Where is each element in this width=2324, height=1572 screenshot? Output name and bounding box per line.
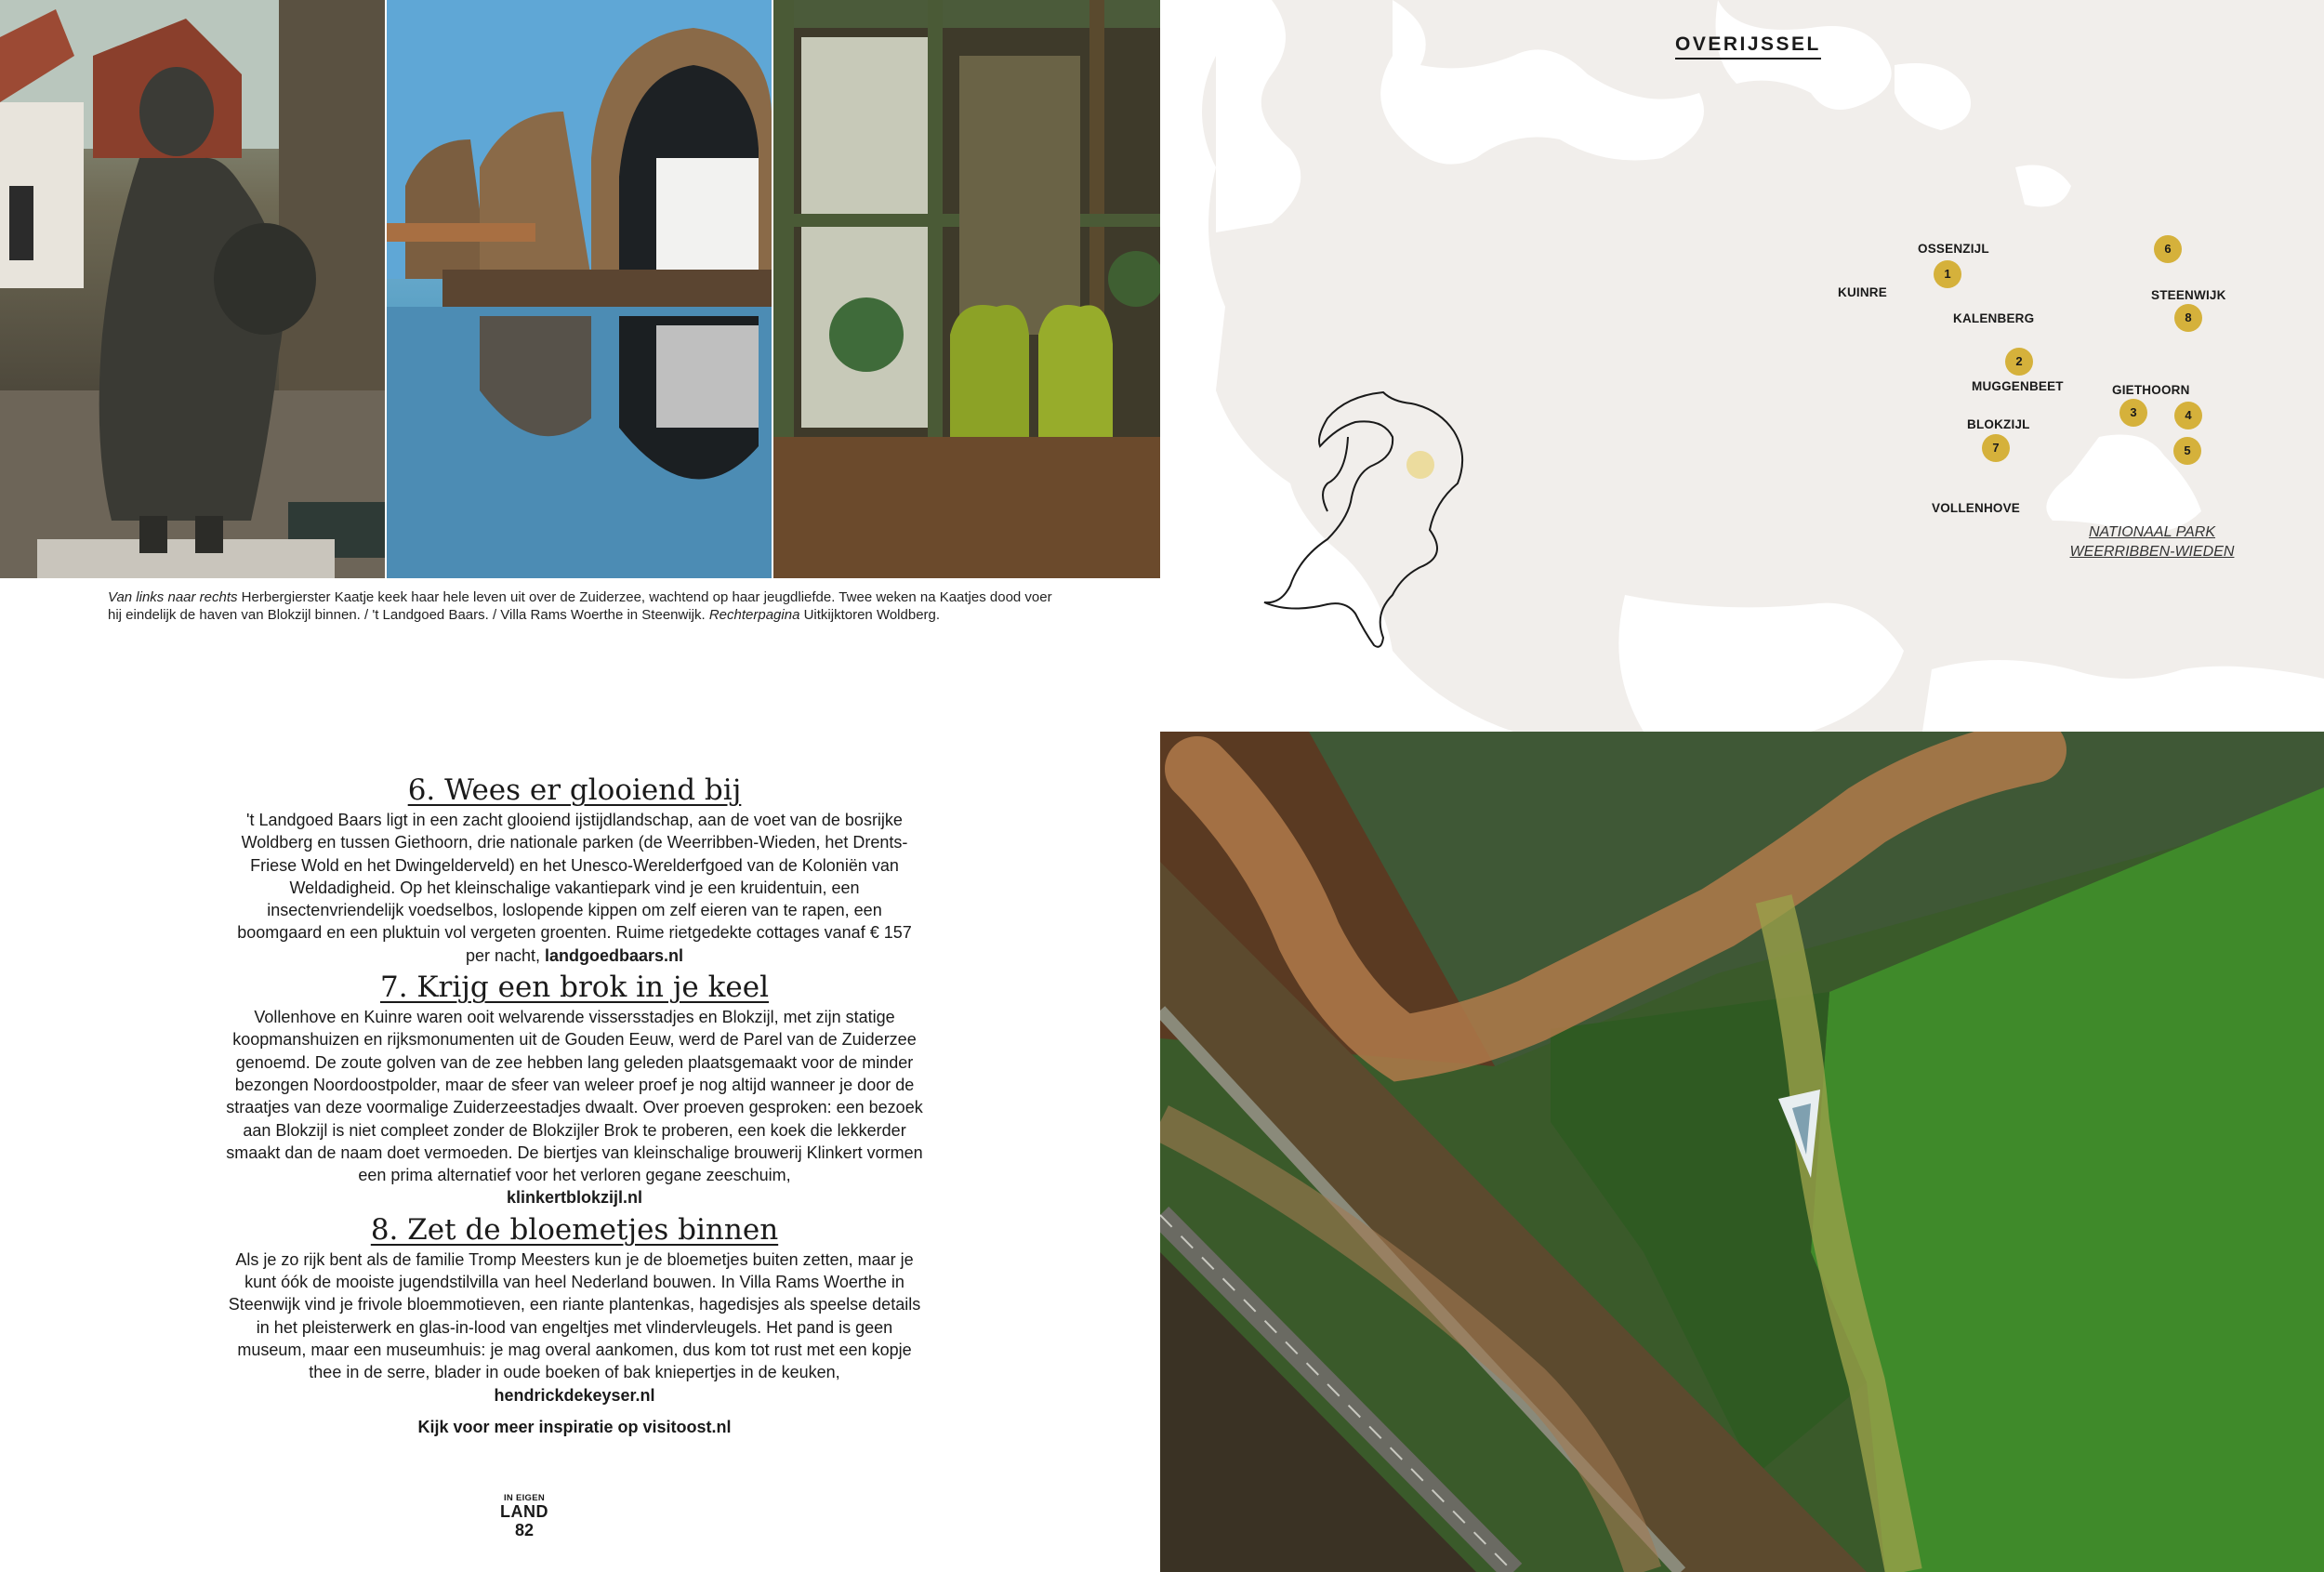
photo-villa-rams-woerthe [773, 0, 1160, 578]
map-pin-8: 8 [2174, 304, 2202, 332]
cottages-illustration [387, 0, 772, 578]
section-8-heading: 8. Zet de bloemetjes binnen [370, 1212, 779, 1247]
region-map [1160, 0, 2324, 732]
map-pin-6: 6 [2154, 235, 2182, 263]
region-highlight-dot [1406, 451, 1434, 479]
map-pin-7: 7 [1982, 434, 2010, 462]
netherlands-outline [1262, 381, 1504, 660]
section-6-link[interactable]: landgoedbaars.nl [545, 945, 684, 965]
section-8-text: Als je zo rijk bent als de familie Tromp Meesters kun je de bloemetjes buiten zetten, maar je kunt óók de mooiste jugendstilvilla van heel Nederland bouwen. In Villa Rams Woerthe in Steenwijk vind je frivole bloemmotieven, een riante plantenkas, hagedisjes als speelse details in het pleisterwerk en glas-in-lood van engeltjes met vlindervleugels. Het pand is geen museum, maar een museumhuis: je mag overal aankomen, dus kom tot rust met een kopje thee in de serre, blader in oude boeken of bak kniepertjes in de keuken, [228, 1249, 921, 1382]
villa-interior-illustration [773, 0, 1160, 578]
section-7-heading: 7. Krijg een brok in je keel [379, 971, 770, 1005]
place-kalenberg: KALENBERG [1953, 311, 2035, 325]
section-8-body [223, 1248, 926, 1407]
place-muggenbeet: MUGGENBEET [1972, 379, 2064, 393]
section-8-link[interactable]: hendrickdekeyser.nl [494, 1385, 655, 1405]
map-pin-3: 3 [2119, 399, 2147, 427]
map-pin-1: 1 [1934, 260, 1961, 288]
park-label-line1: NATIONAAL PARK [2088, 524, 2216, 540]
photo-landgoed-baars [387, 0, 772, 578]
page-number: 82 [514, 1521, 535, 1539]
map-pin-2: 2 [2005, 348, 2033, 376]
section-6-body [223, 809, 926, 967]
section-6-heading: 6. Wees er glooiend bij [407, 773, 742, 807]
map-pin-5: 5 [2173, 437, 2201, 465]
place-kuinre: KUINRE [1838, 285, 1887, 299]
caption-lead: Van links naar rechts [108, 589, 238, 605]
section-7-text: Vollenhove en Kuinre waren ooit welvarende vissersstadjes en Blokzijl, met zijn statige koopmanshuizen en rijksmonumenten uit de Gouden Eeuw, werd de Parel van de Zuiderzee genoemd. De zoute golven van de zee hebben lang geleden plaatsgemaakt voor de minder bezongen Noordoostpolder, maar de sfeer van weleer proef je nog altijd wanneer je door de straatjes van deze voormalige Zuiderzeestadjes dwaalt. Over proeven gesproken: een bezoek aan Blokzijl is niet compleet zonder de Blokzijler Brok te proberen, een koek die lekkerder smaakt dan de naam doet vermoeden. De biertjes van kleinschalige brouwerij Klinkert vormen een prima alternatief voor het verloren gegane zeeschuim, [226, 1008, 923, 1185]
article [223, 772, 926, 1437]
photo-caption [108, 588, 1065, 624]
place-vollenhove: VOLLENHOVE [1932, 501, 2021, 515]
footer-section-title: LAND [500, 1502, 548, 1521]
photo-statue-kaatje [0, 0, 385, 578]
section-7-body [223, 1006, 926, 1209]
footer-section-label: IN EIGEN [503, 1493, 546, 1503]
section-7 [223, 969, 926, 1209]
place-giethoorn: GIETHOORN [2112, 383, 2190, 397]
inspiration-cta: Kijk voor meer inspiratie op visitoost.nl [417, 1417, 732, 1436]
photo-uitkijktoren-woldberg [1160, 732, 2324, 1572]
map-pin-4: 4 [2174, 402, 2202, 429]
caption-text-2: Uitkijktoren Woldberg. [799, 607, 941, 623]
aerial-illustration [1160, 732, 2324, 1572]
place-steenwijk: STEENWIJK [2151, 288, 2226, 302]
park-label-line2: WEERRIBBEN-WIEDEN [2069, 544, 2235, 560]
page-footer [498, 1494, 550, 1540]
park-label [2066, 522, 2238, 561]
caption-right-page: Rechterpagina [708, 607, 800, 623]
section-8 [223, 1211, 926, 1407]
place-blokzijl: BLOKZIJL [1967, 417, 2030, 431]
section-6 [223, 772, 926, 967]
statue-illustration [0, 0, 385, 578]
place-ossenzijl: OSSENZIJL [1918, 242, 1989, 256]
caption-text-1: Herbergierster Kaatje keek haar hele leven uit over de Zuiderzee, wachtend op haar jeugdliefde. Twee weken na Kaatjes dood voer hij eindelijk de haven van Blokzijl binnen. / 't Landgoed Baars. / Villa Rams Woerthe in Steenwijk. [108, 589, 1052, 623]
section-7-link[interactable]: klinkertblokzijl.nl [506, 1188, 643, 1208]
section-6-text: 't Landgoed Baars ligt in een zacht glooiend ijstijdlandschap, aan de voet van de bosrijke Woldberg en tussen Giethoorn, drie nationale parken (de Weerribben-Wieden, het Drents-Friese Wold en het Dwingelderveld) en het Unesco-Werelderfgoed van de Koloniën van Weldadigheid. Op het kleinschalige vakantiepark vind je een kruidentuin, een insectenvriendelijk voedselbos, loslopende kippen om zelf eieren van te rapen, een boomgaard en een pluktuin vol vergeten groenten. Ruime rietgedekte cottages vanaf € 157 per nacht, [237, 811, 912, 965]
map-title: OVERIJSSEL [1675, 33, 1821, 59]
